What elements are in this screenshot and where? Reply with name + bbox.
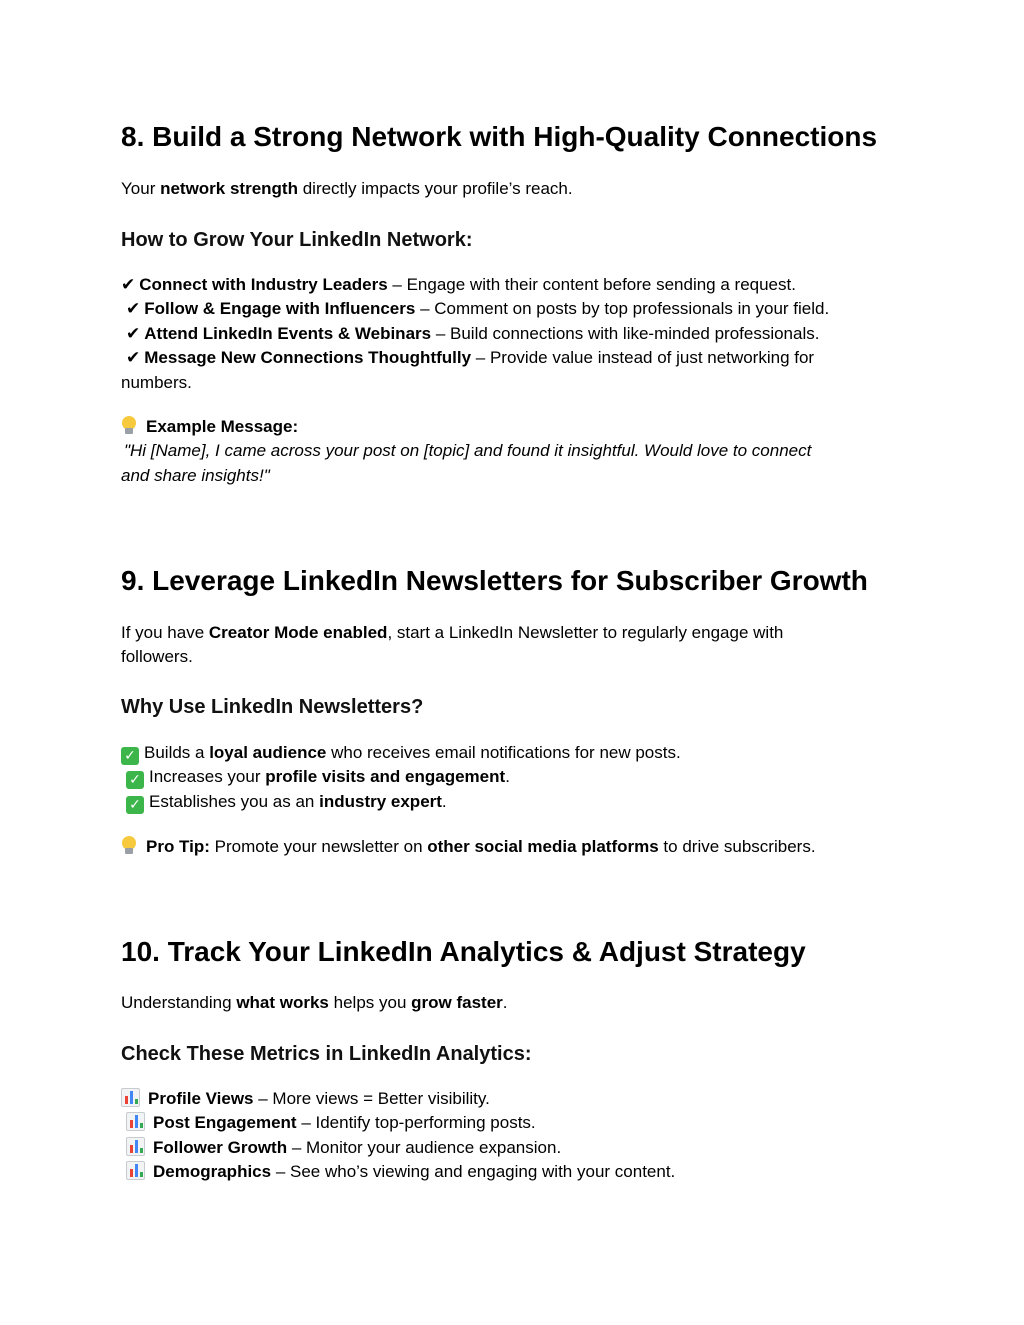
check-box-icon: ✓ <box>121 747 139 765</box>
bar-chart-icon <box>121 1088 140 1107</box>
section-9-heading: 9. Leverage LinkedIn Newsletters for Subscriber Growth <box>121 565 868 596</box>
list-item: ✓ Builds a loyal audience who receives email notifications for new posts. <box>121 741 901 765</box>
section-9-intro: If you have Creator Mode enabled, start a LinkedIn Newsletter to regularly engage with followers. <box>121 623 784 667</box>
example-message: Example Message: "Hi [Name], I came across your post on [topic] and found it insightful. Would love to connect and share insights!" <box>121 415 901 488</box>
bar-chart-icon <box>126 1137 145 1156</box>
list-item: ✔ Attend LinkedIn Events & Webinars – Build connections with like-minded professionals. <box>121 322 901 346</box>
list-item: Follower Growth – Monitor your audience expansion. <box>121 1136 901 1160</box>
analytics-metrics-list <box>121 1087 901 1185</box>
light-bulb-icon <box>121 416 137 435</box>
example-message-text: and share insights!" <box>121 465 270 485</box>
check-box-icon: ✓ <box>126 796 144 814</box>
list-item: ✓ Establishes you as an industry expert. <box>121 790 901 814</box>
section-9-subheading: Why Use LinkedIn Newsletters? <box>121 696 424 718</box>
list-item-continuation: numbers. <box>121 372 192 392</box>
pro-tip: Pro Tip: Promote your newsletter on other social media platforms to drive subscribers. <box>121 835 901 859</box>
section-8-heading: 8. Build a Strong Network with High-Quality Connections <box>121 121 878 152</box>
section-10-subheading: Check These Metrics in LinkedIn Analytics: <box>121 1043 532 1065</box>
check-mark-icon: ✔ <box>126 299 141 320</box>
list-item: Demographics – See who’s viewing and engaging with your content. <box>121 1160 901 1184</box>
list-item: ✔ Connect with Industry Leaders – Engage with their content before sending a request. <box>121 273 901 297</box>
list-item: Post Engagement – Identify top-performing posts. <box>121 1111 901 1135</box>
list-item: ✔ Follow & Engage with Influencers – Comment on posts by top professionals in your field. <box>121 297 901 321</box>
check-box-icon: ✓ <box>126 771 144 789</box>
list-item: ✔ Message New Connections Thoughtfully – Provide value instead of just networking for <box>121 346 901 370</box>
network-tips-list <box>121 273 901 395</box>
check-mark-icon: ✔ <box>126 348 141 369</box>
list-item: Profile Views – More views = Better visibility. <box>121 1087 901 1111</box>
light-bulb-icon <box>121 836 137 855</box>
bar-chart-icon <box>126 1161 145 1180</box>
section-8-intro: Your network strength directly impacts your profile’s reach. <box>121 179 573 198</box>
example-message-text: "Hi [Name], I came across your post on [topic] and found it insightful. Would love to connect <box>124 441 812 461</box>
check-mark-icon: ✔ <box>126 323 141 344</box>
section-8-subheading: How to Grow Your LinkedIn Network: <box>121 229 473 251</box>
bar-chart-icon <box>126 1112 145 1131</box>
check-mark-icon: ✔ <box>121 275 136 295</box>
list-item: ✓ Increases your profile visits and engagement. <box>121 765 901 789</box>
section-10-heading: 10. Track Your LinkedIn Analytics & Adjust Strategy <box>121 936 806 967</box>
section-10-intro: Understanding what works helps you grow faster. <box>121 993 508 1012</box>
newsletter-benefits-list <box>121 741 901 814</box>
